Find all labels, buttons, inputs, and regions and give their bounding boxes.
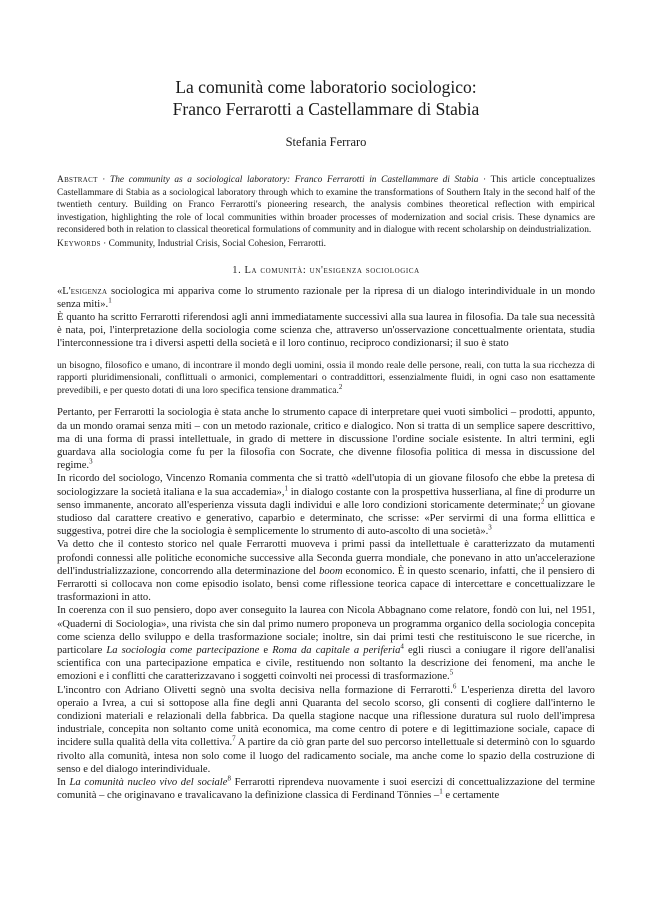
p7-text-b: L'esperienza diretta del lavoro operaio a Ivrea, a cui si sottopose alla fine degli anni Quaranta del secolo scorso, gli consentì di cogliere dall'interno le condizioni materiali e relazionali della fabbrica. Da quella stagione nacque una riflessione duratura sul ruolo dell'impresa industriale, concepita non soltanto come unità economica, ma come centro di potere e di legittimazione sociale, capace di incidere sulla qualità della vita collettiva. [57,684,595,749]
paragraph-5 [57,538,595,604]
abstract [57,174,595,237]
footnote-ref: 1 [439,787,443,796]
author-name: Stefania Ferraro [285,135,367,149]
p5-italic: boom [319,565,343,577]
p3-text: Pertanto, per Ferrarotti la sociologia è stata anche lo strumento capace di interpretare quei vuoti simbolici – prodotti, appunto, da un mondo oramai senza miti – con un metodo razionale, critico e dialogico. Non si tratta di un semplice sapere descrittivo, ma di una forma di prassi intellettuale, in grado di mettere in discussione l'ordine sociale esistente. In altri termini, egli guardava alla sociologia come fu per la filosofia con Socrate, che divenne filosofia politica di messa in discussione del regime. [57,407,595,472]
p8-text-b: Ferrarotti riprendeva nuovamente i suoi esercizi di concettualizzazione del termine comunità – che originavano e travalicavano la definizione classica di Ferdinand Tönnies – [57,777,595,802]
keywords-text: · Community, Industrial Crisis, Social Cohesion, Ferrarotti. [100,238,326,249]
p6-text-b: egli riuscì a coniugare il rigore dell'analisi scientifica con una partecipazione empatica e civile, restituendo non soltanto la descrizione dei fenomeni, ma anche le emozioni e i conflitti che caratterizzavano i soggetti coinvolti nei processi di trasformazione. [57,645,596,683]
abstract-english-title: The community as a sociological laboratory: Franco Ferrarotti in Castellammare di Stabia [109,175,479,185]
footnote-ref: 4 [400,642,404,651]
section-heading: 1. La comunità: un'esigenza sociologica [232,264,420,276]
p4-text-b: in dialogo costante con la prospettiva husserliana, al fine di produrre un senso immanente, ancorato all'esperienza vissuta dagli individui e alle loro condizioni storicamente determinate; [57,486,595,511]
paragraph-1 [57,285,595,311]
footnote-ref: 6 [452,682,457,691]
p6-text-a: In coerenza con il suo pensiero, dopo aver conseguito la laurea con Nicola Abbagnano come relatore, fondò con lui, nel 1951, «Quaderni di Sociologia», una rivista che sin dal primo numero proponeva un programma organico della sociologia concepita come scienza dello sviluppo e della trasformazione sociale; inoltre, sin dai primi testi che restituiscono le sue ricerche, in particolare [57,605,595,657]
footnote-ref: 3 [89,457,93,466]
p7-text-c: A partire da ciò gran parte del suo percorso intellettuale si determinò con lo sguardo rivolto alla comunità, intesa non solo come il luogo del radicamento sociale, ma anche come lo spazio della costruzione di senso e del dialogo interindividuale. [57,737,595,775]
p6-and: e [259,645,273,657]
paragraph-7 [57,684,595,776]
p6-italic-title-2: Roma da capitale a periferia [272,645,401,657]
p8-text-a: In [57,777,70,789]
footnote-ref: 8 [227,774,231,783]
p1-open: «L' [57,285,71,297]
quote-text: un bisogno, filosofico e umano, di incontrare il mondo degli uomini, ossia il mondo reale delle persone, reali, con tutta la sua ricchezza di rapporti pluridimensionali, conflittuali o armonici, complementari o contraddittori, essenzialmente fluidi, in ogni caso non esattamente prevedibili, e per questo dotati di una loro specifica tensione drammatica. [57,359,595,396]
p4-text-a: In ricordo del sociologo, Vincenzo Romania commenta che si trattò «dell'utopia di un giovane filosofo che ebbe la pretesa di sociologizzare la società italiana e la sua accademia», [57,473,595,498]
block-quote [57,360,595,398]
abstract-text: · This article conceptualizes Castellammare di Stabia as a sociological laboratory through which to examine the transformations of Southern Italy in the second half of the twentieth century. Building on Franco Ferrarotti's pioneering research, the analysis combines theoretical reflection with empirical investigation, highlighting the role of local communities within broader processes of modernization and social crisis. These dynamics are reconsidered both in relation to classical theoretical formulations of community and in dialogue with recent scholarship on deindustrialization. [57,175,596,236]
footnote-ref: 7 [232,734,236,743]
footnote-ref: 5 [449,668,454,677]
p7-text-a: L'incontro con Adriano Olivetti segnò una svolta decisiva nella formazione di Ferrarotti. [57,684,453,696]
title-line-2: Franco Ferrarotti a Castellammare di Stabia [172,99,480,119]
p1-smallcaps-word: esigenza [70,285,108,297]
abstract-label: Abstract [57,175,98,185]
footnote-ref: 1 [108,296,112,305]
keywords [57,238,595,251]
paragraph-8 [57,776,595,802]
keywords-label: Keywords [57,238,101,249]
footnote-ref: 1 [284,484,288,493]
p5-text-b: economico. È in questo scenario, infatti, che il pensiero di Ferrarotti si collocava non come episodio isolato, bensì come riflessione teorica capace di intercettare e concettualizzare le trasformazioni in atto. [57,565,595,604]
footnote-ref: 3 [488,523,492,532]
footnote-ref: 2 [540,497,545,506]
p8-italic-title: La comunità nucleo vivo del sociale [69,777,228,789]
title-line-1: La comunità come laboratorio sociologico: [175,77,477,97]
abstract-separator: · [97,175,110,185]
paragraph-6 [57,604,595,683]
paragraph-3 [57,406,595,472]
p6-italic-title-1: La sociologia come partecipazione [106,645,260,657]
paragraph-2: È quanto ha scritto Ferrarotti riferendosi agli anni immediatamente successivi alla sua laurea in filosofia. Da tale sua necessità è nata, poi, l'interpretazione della sociologia come scienza che, attraverso un'osservazione concettualmente orientata, studia l'interconnessione tra i diversi aspetti della società e il loro continuo, reciproco condizionarsi; il suo è stato [57,311,595,350]
footnote-ref: 2 [338,382,343,391]
paragraph-4 [57,472,595,538]
p8-text-c: e certamente [442,790,500,802]
p4-text-c: un giovane studioso dal carattere creativo e generativo, caparbio e determinato, che scrisse: «Per servirmi di una forma ellittica e suggestiva, potrei dire che la sociologia è semplicemente lo strumento di auto-ascolto di una società». [57,499,595,538]
paper-title [57,76,595,120]
p5-text-a: Va detto che il contesto storico nel quale Ferrarotti muoveva i primi passi da intellettuale è caratterizzato da mutamenti profondi connessi alle politiche economiche successive alla Seconda guerra mondiale, che ponevano in atto un'accelerazione dell'industrializzazione, concorrendo alla determinazione del [57,539,595,577]
p1-text: sociologica mi appariva come lo strumento razionale per la ripresa di un dialogo interindividuale in un mondo senza miti». [57,285,595,310]
